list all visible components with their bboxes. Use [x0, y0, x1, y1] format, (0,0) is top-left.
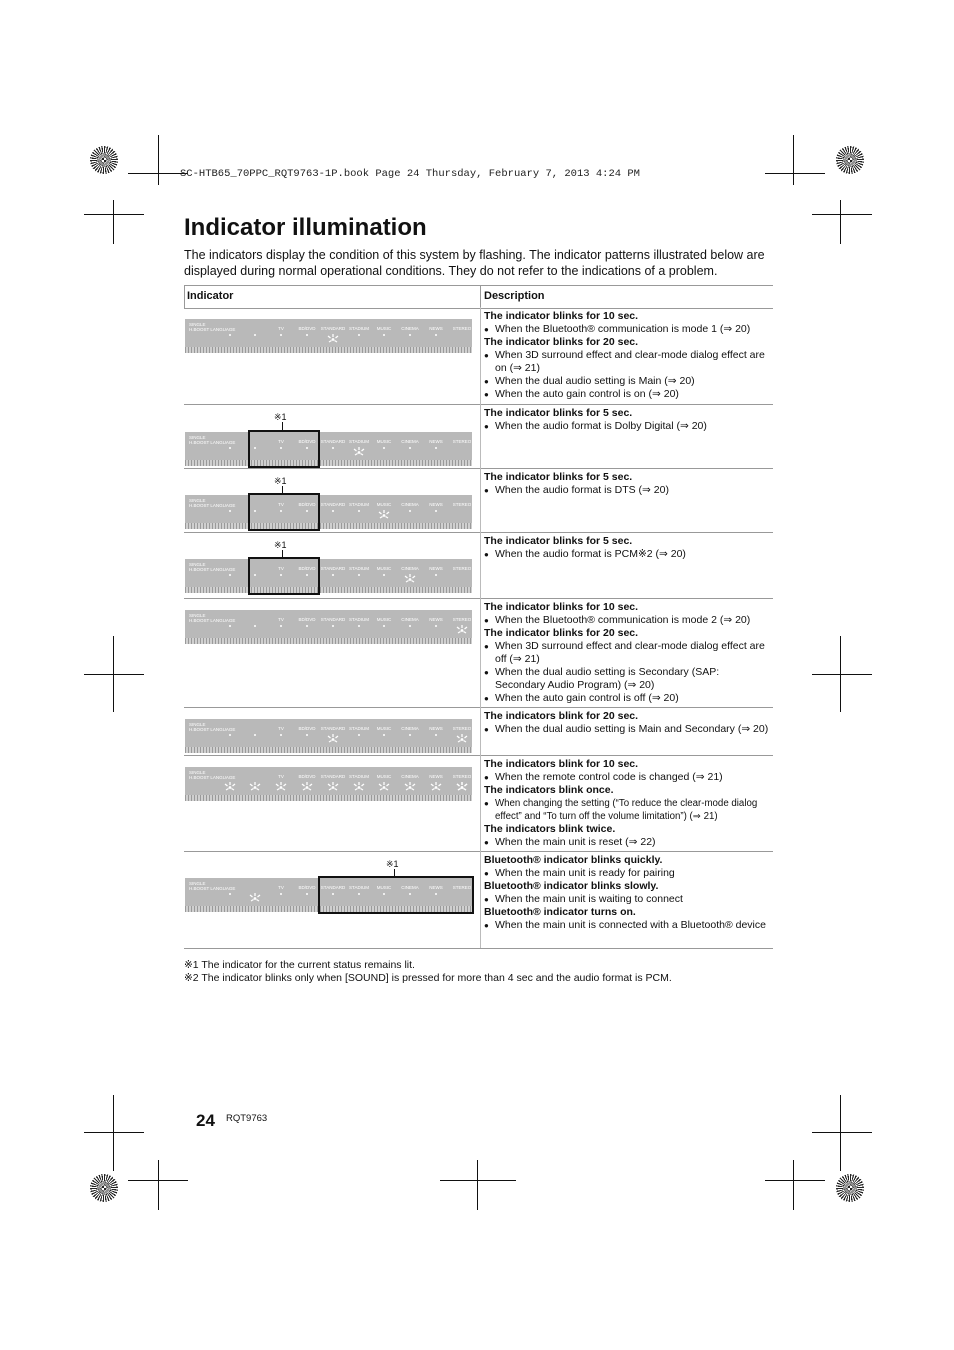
panel-label: BD/DVD: [298, 885, 316, 890]
panel-label: BD/DVD: [298, 502, 316, 507]
current-status-frame: [248, 430, 320, 468]
indicator-panel-illustration: [185, 559, 472, 593]
description-heading: Bluetooth® indicator blinks quickly.: [484, 854, 663, 866]
description-bullet: ● When the auto gain control is on (⇒ 20): [484, 388, 770, 401]
panel-label: NEWS: [429, 439, 443, 444]
panel-label: CINEMA: [401, 726, 419, 731]
table-row: [184, 851, 773, 949]
panel-dot: [280, 734, 282, 736]
panel-label: STADIUM: [349, 439, 369, 444]
panel-caption: SINGLE H.BOOST LANGUAGE: [189, 498, 236, 508]
panel-dot: [229, 625, 231, 627]
panel-label: MUSIC: [376, 617, 392, 622]
blinking-indicator-icon: [430, 779, 442, 789]
panel-dot: [409, 510, 411, 512]
table-row: [184, 404, 773, 469]
panel-label: STEREO: [452, 502, 472, 507]
panel-dot: [306, 734, 308, 736]
panel-dot: [229, 510, 231, 512]
panel-label: TV: [278, 885, 284, 890]
panel-label: TV: [278, 566, 284, 571]
description-bullet: ● When the Bluetooth® communication is mode 1 (⇒ 20): [484, 323, 770, 336]
row-description: [484, 310, 770, 401]
panel-label: MUSIC: [376, 566, 392, 571]
description-bullet: ● When the audio format is Dolby Digital (⇒ 20): [484, 420, 770, 433]
panel-dot: [358, 574, 360, 576]
panel-label: CINEMA: [401, 774, 419, 779]
panel-label: BD/DVD: [298, 326, 316, 331]
panel-label: NEWS: [429, 566, 443, 571]
table-row: [184, 307, 773, 405]
row-description: [484, 535, 770, 561]
description-heading: The indicator blinks for 5 sec.: [484, 535, 633, 547]
panel-label: STEREO: [452, 566, 472, 571]
panel-label: BD/DVD: [298, 774, 316, 779]
panel-dot: [409, 447, 411, 449]
panel-label: BD/DVD: [298, 566, 316, 571]
description-bullet: ● When the main unit is ready for pairing: [484, 867, 770, 880]
panel-label: STADIUM: [349, 774, 369, 779]
panel-dot: [332, 510, 334, 512]
footnote-mark: ※1: [274, 540, 287, 550]
panel-label: STANDARD: [320, 439, 346, 444]
panel-dot: [358, 625, 360, 627]
panel-label: CINEMA: [401, 566, 419, 571]
panel-label: NEWS: [429, 617, 443, 622]
panel-dot: [229, 447, 231, 449]
panel-label: STADIUM: [349, 326, 369, 331]
panel-label: TV: [278, 617, 284, 622]
panel-dot: [383, 625, 385, 627]
panel-label: CINEMA: [401, 326, 419, 331]
indicator-panel-illustration: [185, 432, 472, 466]
description-bullet: ● When the audio format is PCM※2 (⇒ 20): [484, 548, 770, 561]
panel-dot: [435, 334, 437, 336]
page-number: 24: [196, 1111, 215, 1130]
indicator-panel-illustration: [185, 319, 472, 353]
panel-dot: [306, 625, 308, 627]
table-row: [184, 707, 773, 756]
panel-label: STEREO: [452, 774, 472, 779]
description-bullet: ● When changing the setting (“To reduce the clear-mode dialog effect” and “To turn off the volume limitation”) (⇒ 21): [484, 797, 770, 823]
row-description: [484, 758, 770, 849]
blinking-indicator-icon: [378, 507, 390, 517]
panel-label: TV: [278, 326, 284, 331]
footnote-mark: ※1: [274, 476, 287, 486]
blinking-indicator-icon: [327, 779, 339, 789]
row-description: [484, 710, 770, 736]
panel-label: STANDARD: [320, 885, 346, 890]
panel-label: MUSIC: [376, 726, 392, 731]
panel-label: NEWS: [429, 885, 443, 890]
description-heading: Bluetooth® indicator turns on.: [484, 906, 636, 918]
description-heading: The indicator blinks for 10 sec.: [484, 310, 639, 322]
panel-dot: [280, 334, 282, 336]
panel-caption: SINGLE H.BOOST LANGUAGE: [189, 435, 236, 445]
panel-label: STADIUM: [349, 566, 369, 571]
footnote-1: ※1 The indicator for the current status remains lit.: [184, 959, 415, 971]
description-heading: The indicators blink for 20 sec.: [484, 710, 639, 722]
indicator-table: [184, 285, 773, 931]
indicator-panel-illustration: [185, 610, 472, 644]
header-indicator: Indicator: [187, 290, 234, 302]
panel-dot: [254, 734, 256, 736]
panel-dot: [280, 893, 282, 895]
panel-label: MUSIC: [376, 774, 392, 779]
panel-label: BD/DVD: [298, 726, 316, 731]
description-bullet: ● When 3D surround effect and clear-mode dialog effect are off (⇒ 21): [484, 640, 770, 666]
book-info-line: SC-HTB65_70PPC_RQT9763-1P.book Page 24 Thursday, February 7, 2013 4:24 PM: [180, 168, 640, 180]
panel-label: STANDARD: [320, 566, 346, 571]
panel-dot: [435, 734, 437, 736]
description-heading: The indicator blinks for 5 sec.: [484, 471, 633, 483]
table-row: [184, 598, 773, 708]
panel-label: STEREO: [452, 439, 472, 444]
panel-dot: [409, 625, 411, 627]
description-heading: The indicator blinks for 20 sec.: [484, 336, 639, 348]
description-bullet: ● When the main unit is waiting to connect: [484, 893, 770, 906]
row-description: [484, 471, 770, 497]
panel-dot: [332, 447, 334, 449]
panel-dot: [332, 574, 334, 576]
table-header: [184, 285, 773, 309]
panel-dot: [409, 734, 411, 736]
indicator-panel-illustration: [185, 495, 472, 529]
intro-paragraph: The indicators display the condition of this system by flashing. The indicator patterns illustrated below are displayed during normal operational conditions. They do not refer to the indications of a problem.: [184, 248, 765, 278]
panel-dot: [229, 334, 231, 336]
blinking-indicator-icon: [249, 779, 261, 789]
blinking-indicator-icon: [224, 779, 236, 789]
panel-dot: [383, 334, 385, 336]
panel-dot: [254, 334, 256, 336]
table-row: [184, 755, 773, 852]
page-code: RQT9763: [226, 1113, 268, 1124]
panel-caption: SINGLE H.BOOST LANGUAGE: [189, 881, 236, 891]
panel-dot: [435, 447, 437, 449]
blinking-indicator-icon: [353, 444, 365, 454]
panel-dot: [435, 510, 437, 512]
blinking-indicator-icon: [456, 779, 468, 789]
footnote-mark: ※1: [274, 412, 287, 422]
panel-label: STEREO: [452, 326, 472, 331]
panel-dot: [358, 734, 360, 736]
panel-label: STADIUM: [349, 617, 369, 622]
current-status-frame: [318, 876, 474, 914]
panel-dot: [254, 625, 256, 627]
description-bullet: ● When the audio format is DTS (⇒ 20): [484, 484, 770, 497]
blinking-indicator-icon: [456, 622, 468, 632]
blinking-indicator-icon: [275, 779, 287, 789]
description-bullet: ● When 3D surround effect and clear-mode dialog effect are on (⇒ 21): [484, 349, 770, 375]
blinking-indicator-icon: [378, 779, 390, 789]
description-heading: The indicator blinks for 5 sec.: [484, 407, 633, 419]
page-title: Indicator illumination: [184, 214, 427, 241]
panel-label: MUSIC: [376, 502, 392, 507]
indicator-panel-illustration: [185, 719, 472, 753]
description-heading: The indicator blinks for 10 sec.: [484, 601, 639, 613]
panel-label: NEWS: [429, 774, 443, 779]
blinking-indicator-icon: [327, 331, 339, 341]
panel-caption: SINGLE H.BOOST LANGUAGE: [189, 613, 236, 623]
panel-label: STANDARD: [320, 326, 346, 331]
panel-dot: [229, 734, 231, 736]
row-description: [484, 601, 770, 705]
panel-label: TV: [278, 502, 284, 507]
description-bullet: ● When the auto gain control is off (⇒ 20): [484, 692, 770, 705]
header-description: Description: [484, 290, 545, 302]
panel-dot: [435, 625, 437, 627]
panel-label: TV: [278, 774, 284, 779]
panel-dot: [306, 893, 308, 895]
panel-label: STADIUM: [349, 726, 369, 731]
blinking-indicator-icon: [301, 779, 313, 789]
panel-dot: [383, 574, 385, 576]
panel-dot: [409, 334, 411, 336]
panel-label: STEREO: [452, 726, 472, 731]
description-heading: Bluetooth® indicator blinks slowly.: [484, 880, 659, 892]
panel-dot: [229, 574, 231, 576]
panel-label: CINEMA: [401, 502, 419, 507]
table-row: [184, 468, 773, 533]
table-row: [184, 532, 773, 599]
panel-dot: [383, 734, 385, 736]
description-heading: The indicators blink for 10 sec.: [484, 758, 639, 770]
row-description: [484, 407, 770, 433]
blinking-indicator-icon: [327, 731, 339, 741]
panel-dot: [306, 334, 308, 336]
panel-caption: SINGLE H.BOOST LANGUAGE: [189, 770, 236, 780]
panel-label: STANDARD: [320, 502, 346, 507]
description-heading: The indicators blink twice.: [484, 823, 616, 835]
description-heading: The indicators blink once.: [484, 784, 614, 796]
panel-label: TV: [278, 439, 284, 444]
description-bullet: ● When the dual audio setting is Secondary (SAP: Secondary Audio Program) (⇒ 20): [484, 666, 770, 692]
blinking-indicator-icon: [249, 890, 261, 900]
panel-label: MUSIC: [376, 326, 392, 331]
blinking-indicator-icon: [404, 571, 416, 581]
panel-label: BD/DVD: [298, 439, 316, 444]
current-status-frame: [248, 493, 320, 531]
panel-label: CINEMA: [401, 885, 419, 890]
panel-label: STANDARD: [320, 774, 346, 779]
description-bullet: ● When the Bluetooth® communication is mode 2 (⇒ 20): [484, 614, 770, 627]
panel-label: MUSIC: [376, 439, 392, 444]
description-bullet: ● When the dual audio setting is Main and Secondary (⇒ 20): [484, 723, 770, 736]
panel-label: TV: [278, 726, 284, 731]
panel-label: STEREO: [452, 617, 472, 622]
blinking-indicator-icon: [404, 779, 416, 789]
panel-label: NEWS: [429, 726, 443, 731]
footnote-mark: ※1: [386, 859, 399, 869]
panel-caption: SINGLE H.BOOST LANGUAGE: [189, 562, 236, 572]
panel-label: MUSIC: [376, 885, 392, 890]
description-bullet: ● When the dual audio setting is Main (⇒ 20): [484, 375, 770, 388]
panel-label: CINEMA: [401, 617, 419, 622]
panel-label: NEWS: [429, 326, 443, 331]
footnote-2: ※2 The indicator blinks only when [SOUND] is pressed for more than 4 sec and the audio format is PCM.: [184, 972, 672, 984]
panel-dot: [229, 893, 231, 895]
panel-label: STANDARD: [320, 726, 346, 731]
panel-label: STADIUM: [349, 885, 369, 890]
blinking-indicator-icon: [456, 731, 468, 741]
panel-dot: [358, 510, 360, 512]
panel-label: NEWS: [429, 502, 443, 507]
panel-dot: [358, 334, 360, 336]
panel-label: STEREO: [452, 885, 472, 890]
panel-label: BD/DVD: [298, 617, 316, 622]
panel-label: STANDARD: [320, 617, 346, 622]
panel-label: STADIUM: [349, 502, 369, 507]
description-heading: The indicator blinks for 20 sec.: [484, 627, 639, 639]
description-bullet: ● When the remote control code is changed (⇒ 21): [484, 771, 770, 784]
panel-dot: [280, 625, 282, 627]
panel-label: CINEMA: [401, 439, 419, 444]
current-status-frame: [248, 557, 320, 595]
description-bullet: ● When the main unit is reset (⇒ 22): [484, 836, 770, 849]
panel-dot: [383, 447, 385, 449]
description-bullet: ● When the main unit is connected with a Bluetooth® device: [484, 919, 770, 932]
panel-dot: [435, 574, 437, 576]
panel-caption: SINGLE H.BOOST LANGUAGE: [189, 322, 236, 332]
panel-caption: SINGLE H.BOOST LANGUAGE: [189, 722, 236, 732]
row-description: [484, 854, 770, 932]
indicator-panel-illustration: [185, 767, 472, 801]
blinking-indicator-icon: [353, 779, 365, 789]
panel-dot: [332, 625, 334, 627]
